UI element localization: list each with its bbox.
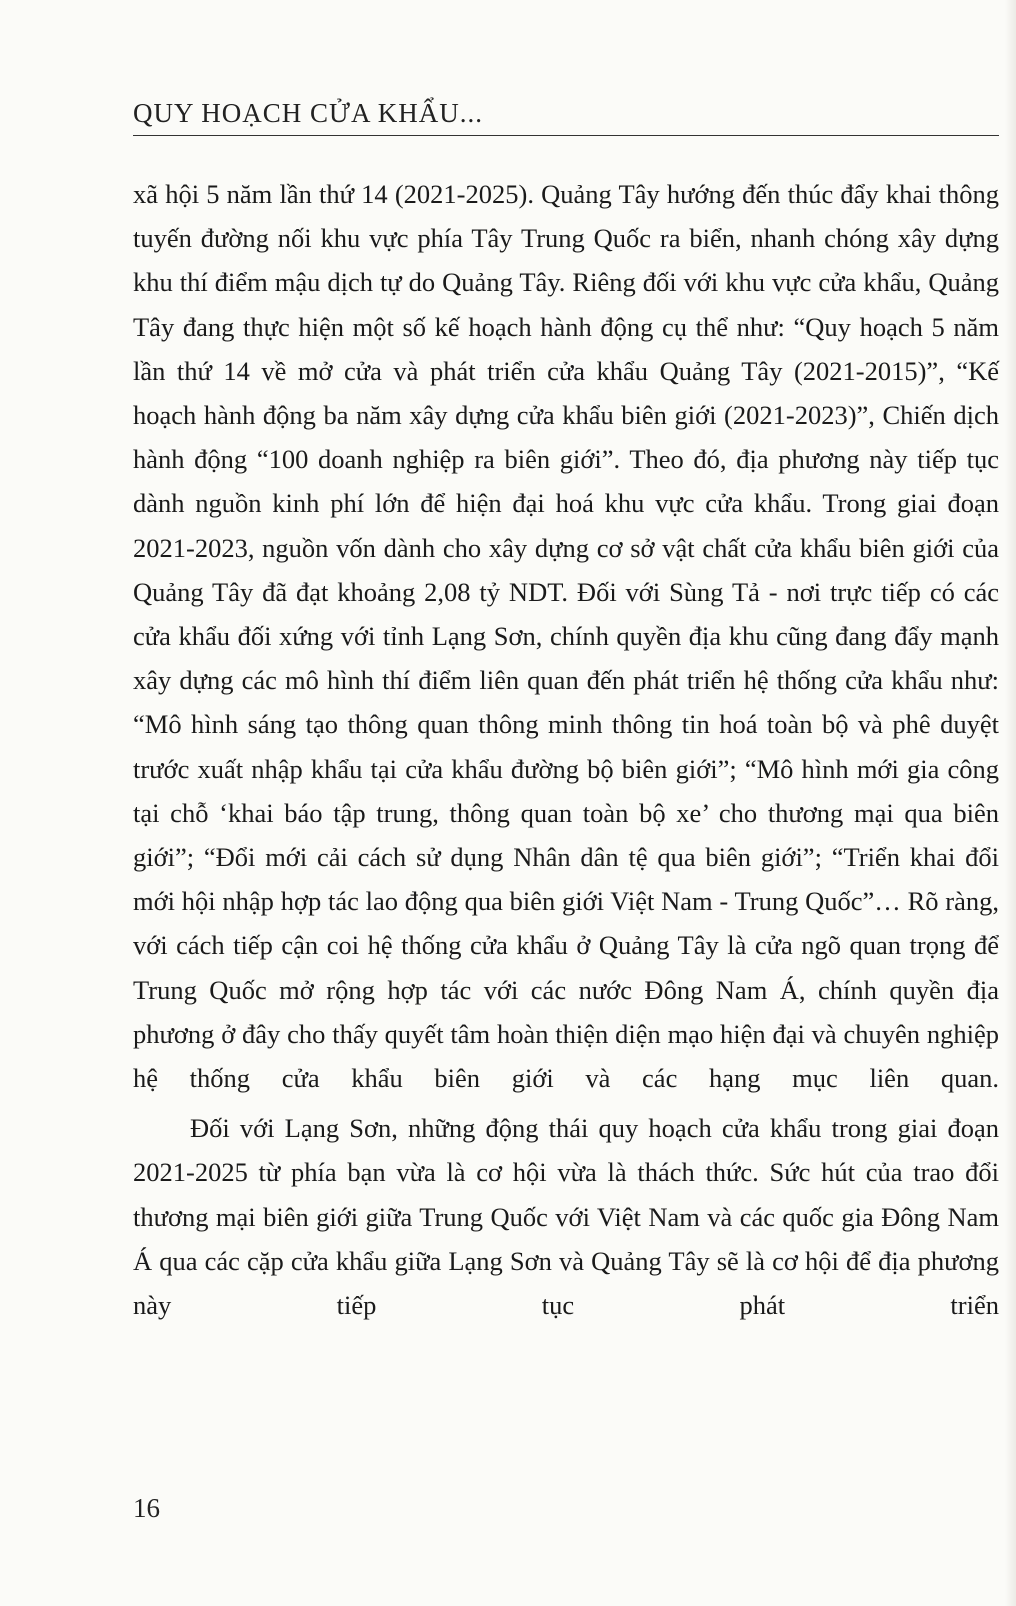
page-number: 16: [133, 1493, 160, 1523]
body-text: [133, 172, 999, 1327]
paragraph: Đối với Lạng Sơn, những động thái quy hoạch cửa khẩu trong giai đoạn 2021-2025 từ phía bạn vừa là cơ hội vừa là thách thức. Sức hút của trao đổi thương mại biên giới giữa Trung Quốc với Việt Nam và các quốc gia Đông Nam Á qua các cặp cửa khẩu giữa Lạng Sơn và Quảng Tây sẽ là cơ hội để địa phương này tiếp tục phát triển: [133, 1113, 999, 1321]
page-edge: [1005, 0, 1016, 1606]
running-header: QUY HOẠCH CỬA KHẨU...: [133, 98, 483, 128]
paragraph: xã hội 5 năm lần thứ 14 (2021-2025). Quảng Tây hướng đến thúc đẩy khai thông tuyến đường nối khu vực phía Tây Trung Quốc ra biển, nhanh chóng xây dựng khu thí điểm mậu dịch tự do Quảng Tây. Riêng đối với khu vực cửa khẩu, Quảng Tây đang thực hiện một số kế hoạch hành động cụ thể như: “Quy hoạch 5 năm lần thứ 14 về mở cửa và phát triển cửa khẩu Quảng Tây (2021-2015)”, “Kế hoạch hành động ba năm xây dựng cửa khẩu biên giới (2021-2023)”, Chiến dịch hành động “100 doanh nghiệp ra biên giới”. Theo đó, địa phương này tiếp tục dành nguồn kinh phí lớn để hiện đại hoá khu vực cửa khẩu. Trong giai đoạn 2021-2023, nguồn vốn dành cho xây dựng cơ sở vật chất cửa khẩu biên giới của Quảng Tây đã đạt khoảng 2,08 tỷ NDT. Đối với Sùng Tả - nơi trực tiếp có các cửa khẩu đối xứng với tỉnh Lạng Sơn, chính quyền địa khu cũng đang đẩy mạnh xây dựng các mô hình thí điểm liên quan đến phát triển hệ thống cửa khẩu như: “Mô hình sáng tạo thông quan thông minh thông tin hoá toàn bộ và phê duyệt trước xuất nhập khẩu tại cửa khẩu đường bộ biên giới”; “Mô hình mới gia công tại chỗ ‘khai báo tập trung, thông quan toàn bộ xe’ cho thương mại qua biên giới”; “Đổi mới cải cách sử dụng Nhân dân tệ qua biên giới”; “Triển khai đổi mới hội nhập hợp tác lao động qua biên giới Việt Nam - Trung Quốc”… Rõ ràng, với cách tiếp cận coi hệ thống cửa khẩu ở Quảng Tây là cửa ngõ quan trọng để Trung Quốc mở rộng hợp tác với các nước Đông Nam Á, chính quyền địa phương ở đây cho thấy quyết tâm hoàn thiện diện mạo hiện đại và chuyên nghiệp hệ thống cửa khẩu biên giới và các hạng mục liên quan.: [133, 179, 999, 1094]
header-rule: [133, 135, 999, 136]
